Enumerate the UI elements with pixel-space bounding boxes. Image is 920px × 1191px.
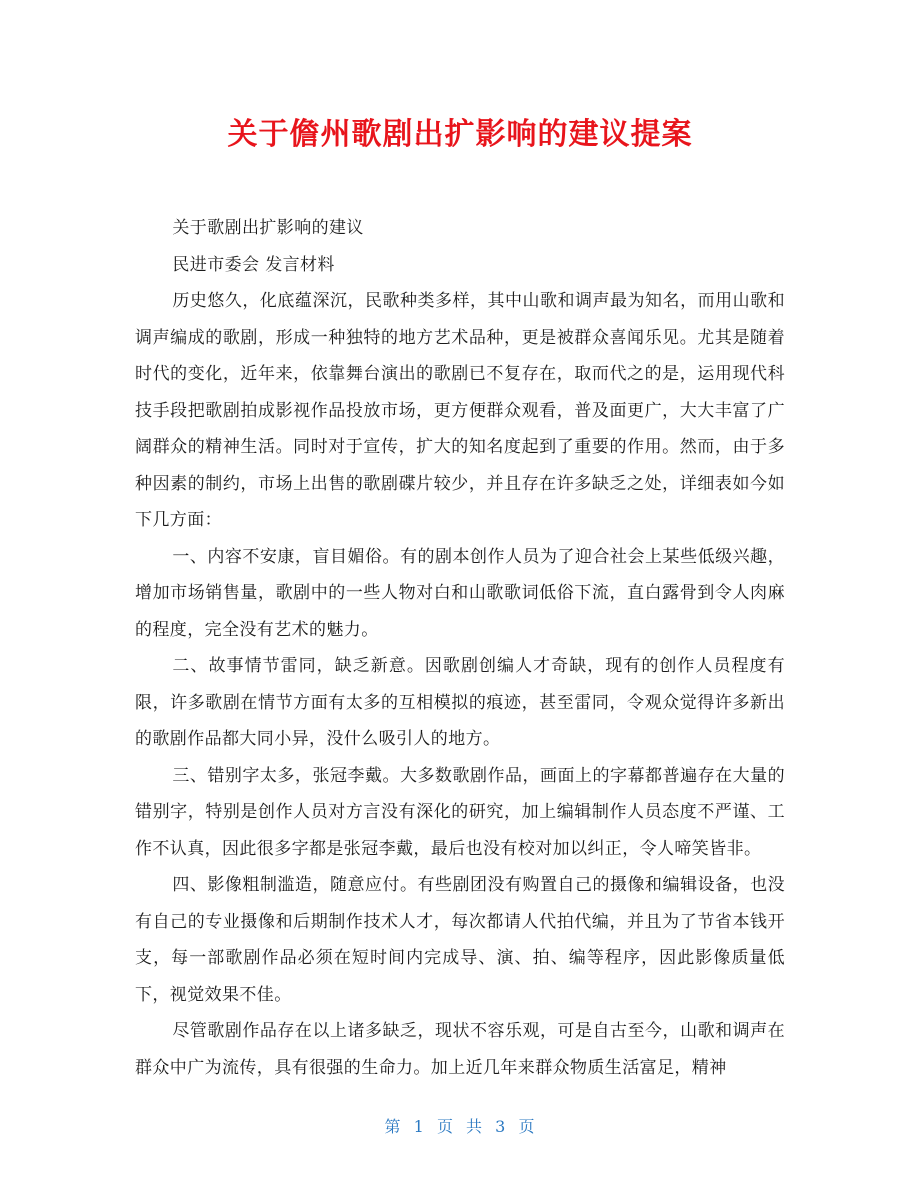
- document-title: 关于儋州歌剧出扩影响的建议提案: [227, 117, 693, 152]
- footer-page-unit: 页: [436, 1117, 454, 1136]
- paragraph-point-1: 一、内容不安康，盲目媚俗。有的剧本创作人员为了迎合社会上某些低级兴趣，增加市场销售量，歌剧中的一些人物对白和山歌歌词低俗下流，直白露骨到令人肉麻的程度，完全没有艺术的魅力。: [135, 546, 785, 640]
- paragraph-subtitle: 关于歌剧出扩影响的建议: [172, 218, 364, 238]
- footer-total-unit: 页: [518, 1117, 536, 1136]
- page-footer: [0, 1114, 920, 1137]
- paragraph-intro: 历史悠久，化底蕴深沉，民歌种类多样，其中山歌和调声最为知名，而用山歌和调声编成的歌剧，形成一种独特的地方艺术品种，更是被群众喜闻乐见。尤其是随着时代的变化，近年来，依靠舞台演出的歌剧已不复存在，取而代之的是，运用现代科技手段把歌剧拍成影视作品投放市场，更方便群众观看，普及面更广，大大丰富了广阔群众的精神生活。同时对于宣传，扩大的知名度起到了重要的作用。然而，由于多种因素的制约，市场上出售的歌剧碟片较少，并且存在许多缺乏之处，详细表如今如下几方面：: [135, 291, 785, 530]
- document-body: [135, 210, 785, 1086]
- footer-current-page: 1: [413, 1117, 425, 1136]
- paragraph-point-2: 二、故事情节雷同，缺乏新意。因歌剧创编人才奇缺，现有的创作人员程度有限，许多歌剧在情节方面有太多的互相模拟的痕迹，甚至雷同，令观众觉得许多新出的歌剧作品都大同小异，没什么吸引人的地方。: [135, 656, 785, 749]
- paragraph-point-3: 三、错别字太多，张冠李戴。大多数歌剧作品，画面上的字幕都普遍存在大量的错别字，特别是创作人员对方言没有深化的研究，加上编辑制作人员态度不严谨、工作不认真，因此很多字都是张冠李戴，最后也没有校对加以纠正，令人啼笑皆非。: [135, 765, 785, 859]
- footer-total-pages: 3: [495, 1117, 507, 1136]
- paragraph-conclusion: 尽管歌剧作品存在以上诸多缺乏，现状不容乐观，可是自古至今，山歌和调声在群众中广为流传，具有很强的生命力。加上近几年来群众物质生活富足，精神: [135, 1021, 785, 1078]
- paragraph-author: 民进市委会 发言材料: [172, 254, 335, 275]
- footer-total-label: 共: [466, 1117, 484, 1136]
- footer-page-label: 第: [384, 1117, 402, 1136]
- paragraph-point-4: 四、影像粗制滥造，随意应付。有些剧团没有购置自己的摄像和编辑设备，也没有自己的专业摄像和后期制作技术人才，每次都请人代拍代编，并且为了节省本钱开支，每一部歌剧作品必须在短时间内完成导、演、拍、编等程序，因此影像质量低下，视觉效果不佳。: [135, 875, 785, 1005]
